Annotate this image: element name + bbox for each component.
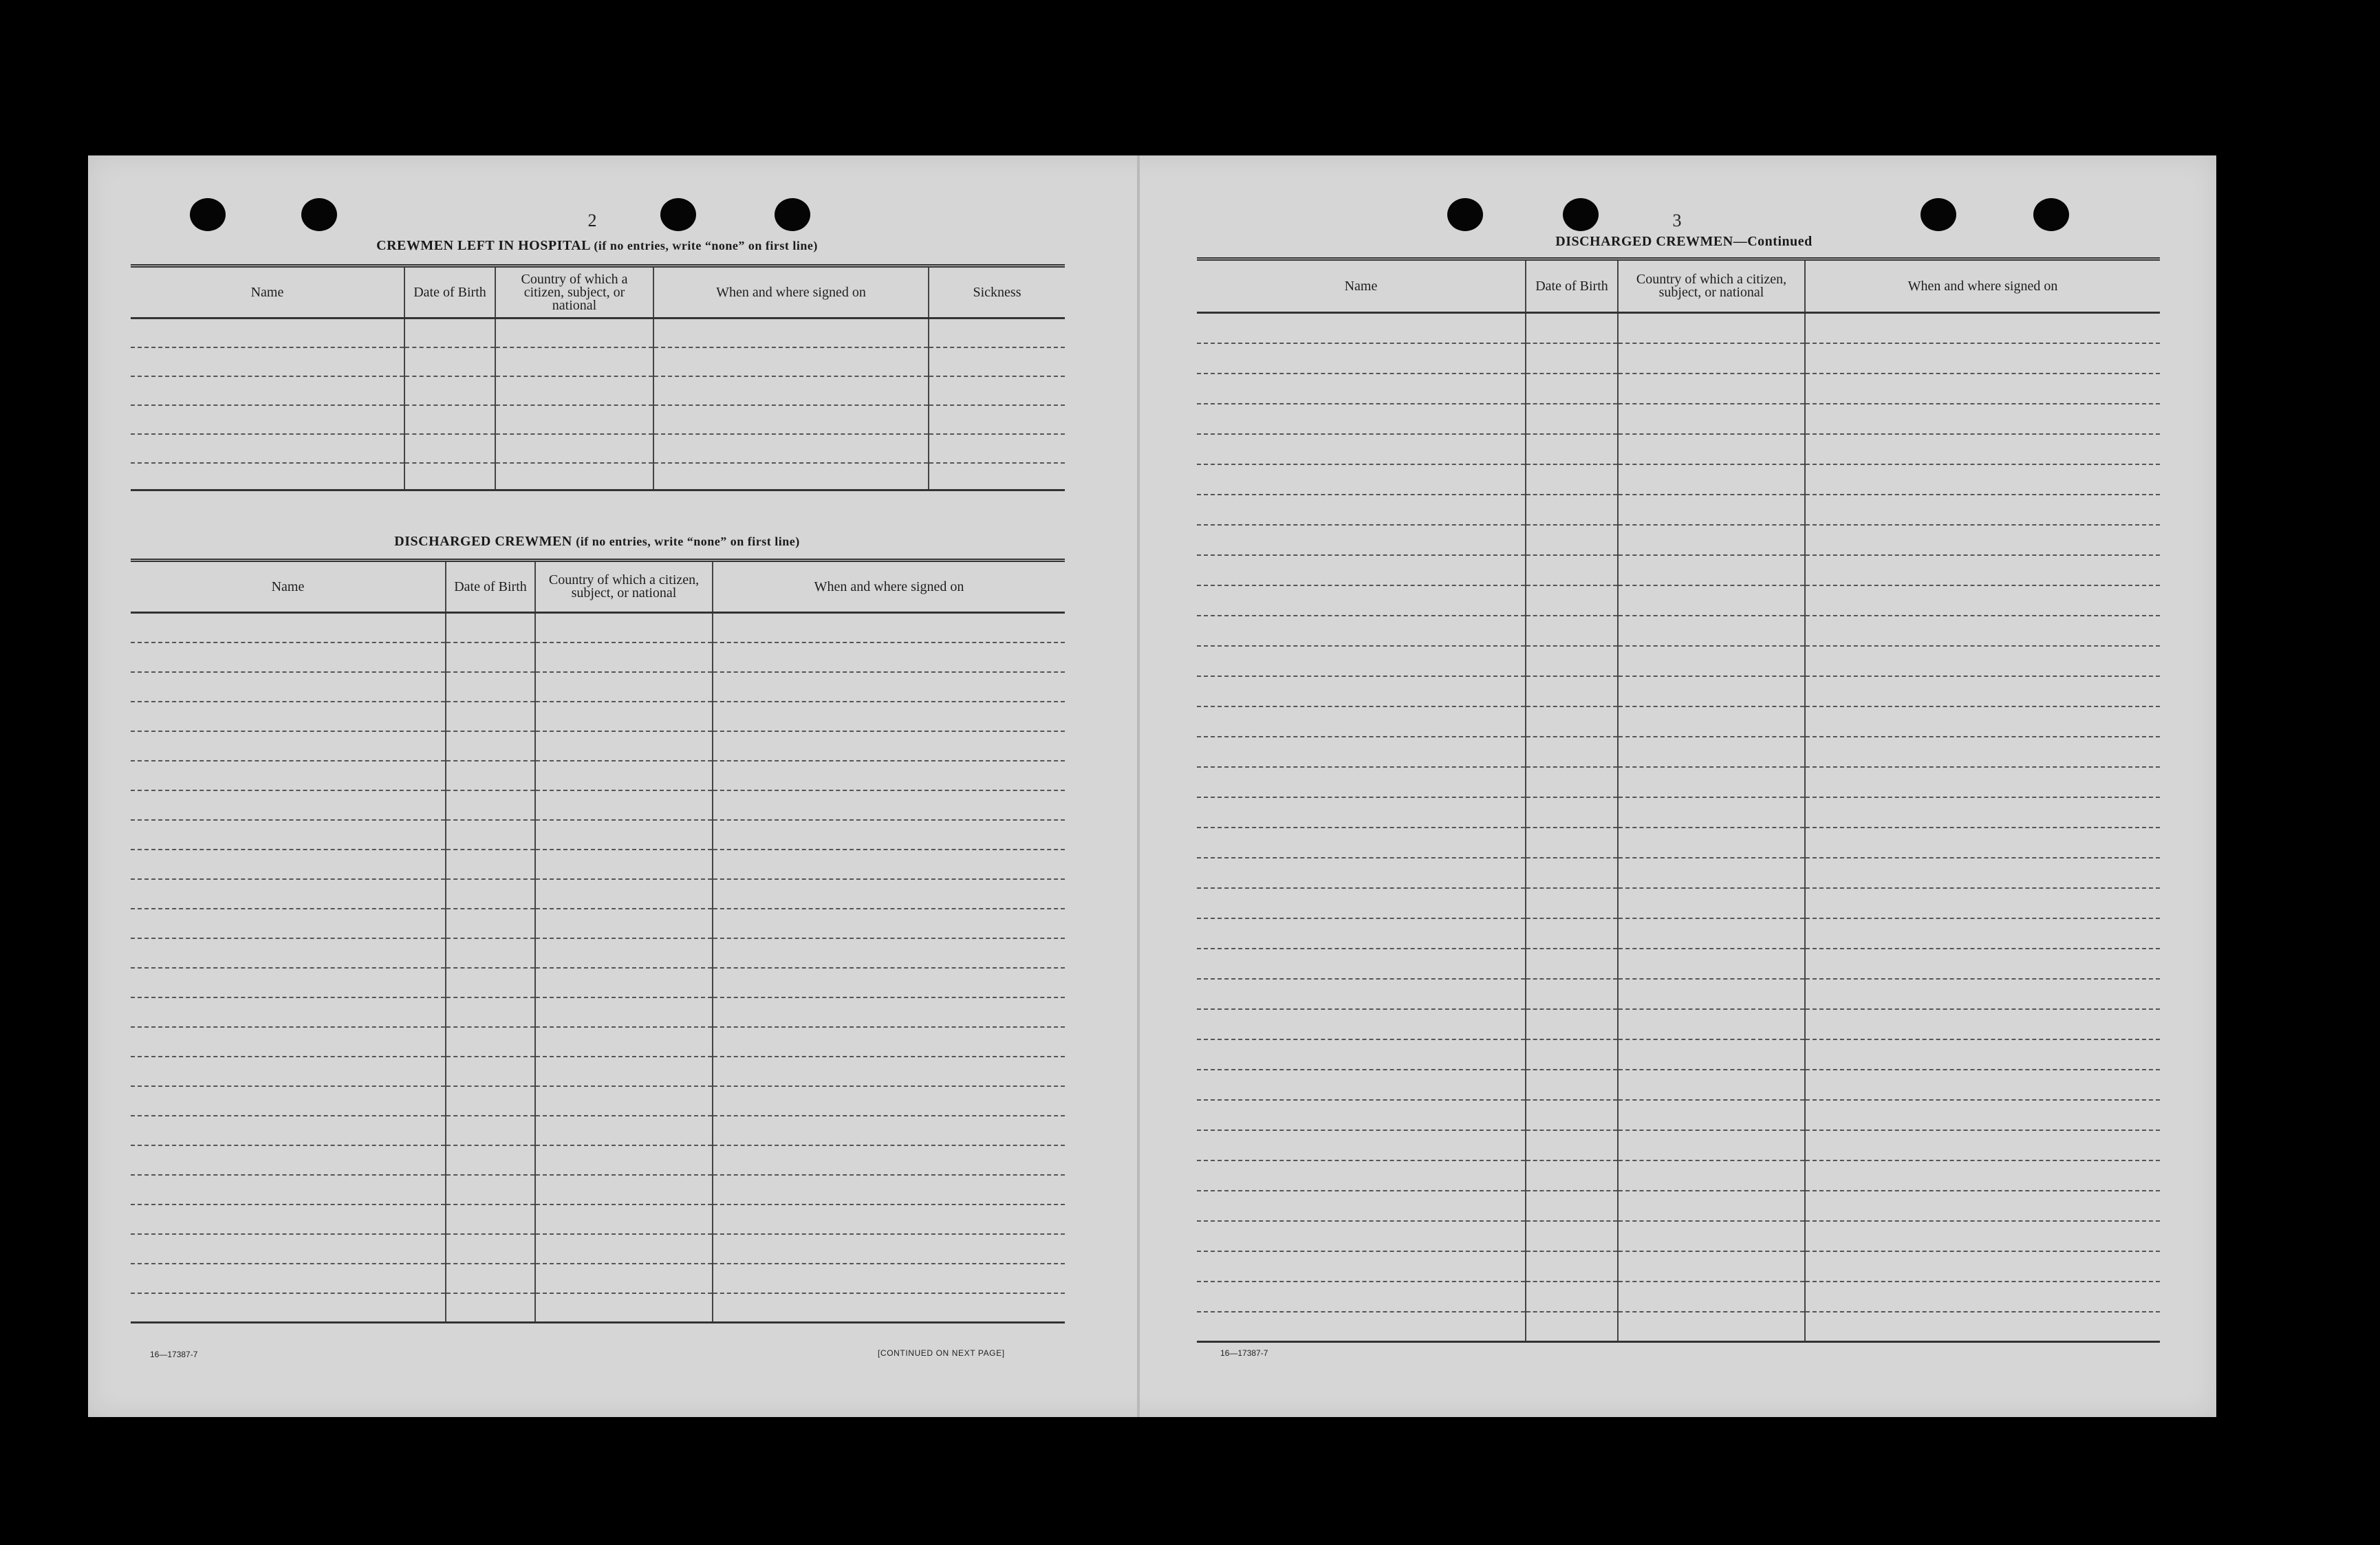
discharged-row — [131, 968, 1065, 997]
continued-row — [1197, 585, 2160, 616]
continued-row — [1197, 1160, 2160, 1191]
hospital-header-row — [131, 266, 1065, 318]
discharged-row — [131, 1027, 1065, 1057]
discharged-row — [131, 1086, 1065, 1116]
continued-row — [1197, 706, 2160, 737]
discharged-row — [131, 1264, 1065, 1293]
continued-row — [1197, 1251, 2160, 1282]
continued-row — [1197, 555, 2160, 585]
col-signed-on: When and where signed on — [713, 561, 1065, 613]
col-sickness: Sickness — [929, 266, 1065, 318]
continued-row — [1197, 979, 2160, 1009]
punch-hole — [775, 198, 810, 231]
continued-row — [1197, 313, 2160, 343]
discharged-section-title — [129, 534, 1065, 550]
discharged-continued-table — [1197, 257, 2160, 1343]
punch-hole — [660, 198, 696, 231]
hospital-row — [131, 405, 1065, 434]
continued-row — [1197, 1009, 2160, 1039]
continued-row — [1197, 1312, 2160, 1342]
discharged-row — [131, 1116, 1065, 1145]
hospital-table — [131, 264, 1065, 491]
punch-hole — [2033, 198, 2069, 231]
col-country: Country of which a citizen, subject, or national — [495, 266, 653, 318]
continued-row — [1197, 797, 2160, 828]
hospital-row — [131, 434, 1065, 463]
continued-note: [CONTINUED ON NEXT PAGE] — [878, 1348, 1005, 1358]
discharged-row — [131, 761, 1065, 790]
continued-row — [1197, 828, 2160, 858]
hospital-title-text: CREWMEN LEFT IN HOSPITAL — [376, 238, 590, 253]
discharged-row — [131, 672, 1065, 702]
continued-row — [1197, 1221, 2160, 1251]
continued-row — [1197, 949, 2160, 979]
continued-row — [1197, 525, 2160, 555]
continued-row — [1197, 1191, 2160, 1221]
center-fold — [1137, 155, 1140, 1417]
hospital-section-title — [129, 238, 1065, 254]
discharged-row — [131, 820, 1065, 850]
continued-row — [1197, 888, 2160, 918]
col-country: Country of which a citizen, subject, or national — [1618, 259, 1805, 313]
col-name: Name — [1197, 259, 1526, 313]
discharged-title-note: (if no entries, write “none” on first line) — [576, 534, 800, 548]
hospital-row — [131, 463, 1065, 490]
discharged-row — [131, 642, 1065, 672]
discharged-row — [131, 1145, 1065, 1175]
col-name: Name — [131, 266, 404, 318]
continued-row — [1197, 646, 2160, 676]
discharged-row — [131, 702, 1065, 731]
continued-row — [1197, 343, 2160, 374]
continued-row — [1197, 737, 2160, 767]
discharged-row — [131, 790, 1065, 820]
discharged-row — [131, 1175, 1065, 1204]
punch-hole — [1563, 198, 1599, 231]
col-signed-on: When and where signed on — [653, 266, 929, 318]
continued-header-row — [1197, 259, 2160, 313]
continued-row — [1197, 1130, 2160, 1160]
col-date-of-birth: Date of Birth — [446, 561, 535, 613]
continued-row — [1197, 1070, 2160, 1100]
continued-row — [1197, 464, 2160, 495]
page-number-left: 2 — [587, 210, 597, 230]
discharged-continued-title: DISCHARGED CREWMEN—Continued — [1555, 234, 1813, 249]
document-paper — [88, 155, 2216, 1417]
discharged-row — [131, 731, 1065, 761]
punch-hole — [1921, 198, 1956, 231]
continued-row — [1197, 1282, 2160, 1312]
discharged-row — [131, 613, 1065, 642]
form-number-right: 16—17387-7 — [1220, 1348, 1268, 1358]
hospital-row — [131, 318, 1065, 347]
continued-row — [1197, 434, 2160, 464]
continued-row — [1197, 616, 2160, 646]
form-number-left: 16—17387-7 — [150, 1350, 198, 1359]
discharged-row — [131, 1204, 1065, 1234]
punch-hole — [301, 198, 337, 231]
col-date-of-birth: Date of Birth — [1526, 259, 1618, 313]
discharged-title-text: DISCHARGED CREWMEN — [394, 534, 572, 549]
continued-row — [1197, 1100, 2160, 1130]
discharged-row — [131, 1293, 1065, 1323]
discharged-table — [131, 559, 1065, 1323]
discharged-row — [131, 938, 1065, 968]
discharged-row — [131, 1057, 1065, 1086]
continued-row — [1197, 858, 2160, 888]
col-date-of-birth: Date of Birth — [404, 266, 495, 318]
col-name: Name — [131, 561, 446, 613]
continued-row — [1197, 374, 2160, 404]
continued-row — [1197, 767, 2160, 797]
continued-row — [1197, 676, 2160, 706]
continued-row — [1197, 918, 2160, 949]
discharged-row — [131, 1234, 1065, 1264]
hospital-row — [131, 376, 1065, 405]
discharged-row — [131, 909, 1065, 938]
punch-hole — [1447, 198, 1483, 231]
hospital-title-note: (if no entries, write “none” on first line) — [594, 239, 818, 252]
punch-hole — [190, 198, 226, 231]
col-signed-on: When and where signed on — [1805, 259, 2160, 313]
discharged-row — [131, 850, 1065, 879]
col-country: Country of which a citizen, subject, or national — [535, 561, 713, 613]
continued-row — [1197, 404, 2160, 434]
page-number-right: 3 — [1672, 210, 1682, 230]
continued-row — [1197, 1039, 2160, 1070]
discharged-row — [131, 879, 1065, 909]
continued-row — [1197, 495, 2160, 525]
discharged-row — [131, 997, 1065, 1027]
discharged-header-row — [131, 561, 1065, 613]
hospital-row — [131, 347, 1065, 376]
